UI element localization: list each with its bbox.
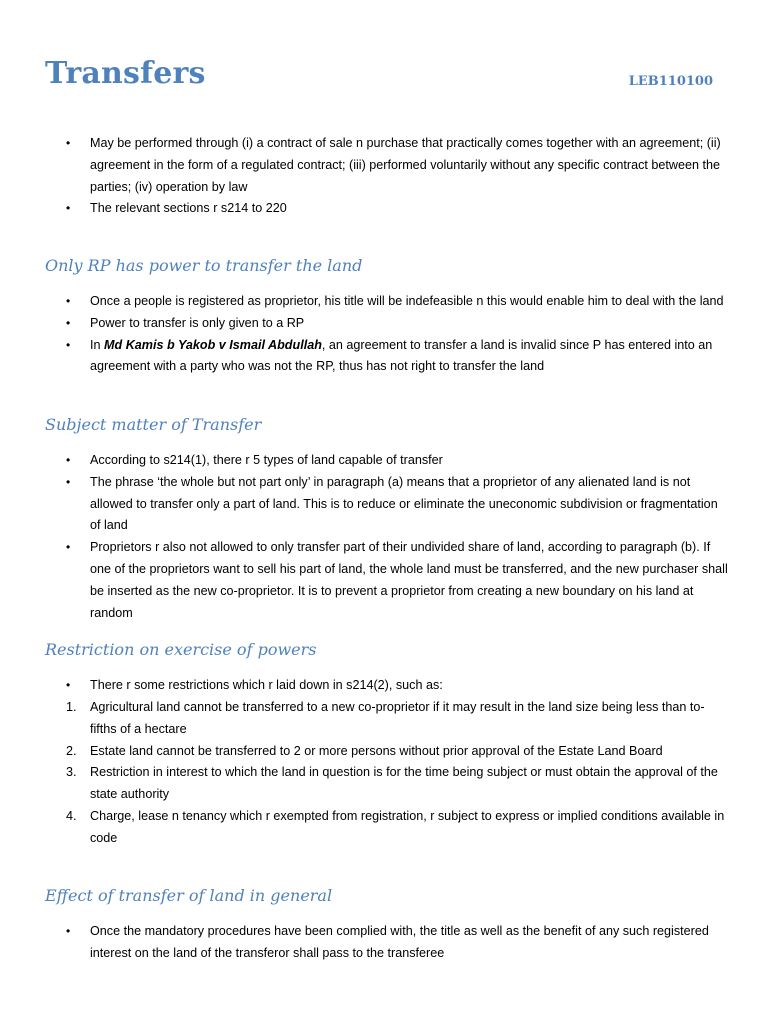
list-item: • Once the mandatory procedures have been complied with, the title as well as the benefit of any such registered interest on the land of the transferor shall pass to the transferee [90,921,730,965]
page-title: Transfers [45,56,206,91]
item-number: 4. [66,808,77,823]
item-text: Estate land cannot be transferred to 2 or more persons without prior approval of the Estate Land Board [90,743,663,758]
list-item: • May be performed through (i) a contract of sale n purchase that practically comes together with an agreement; (ii) agreement in the form of a regulated contract; (iii) performed voluntarily without any specific contract between the parties; (iv) operation by law [90,133,730,198]
item-text: Charge, lease n tenancy which r exempted from registration, r subject to express or implied conditions available in code [90,808,725,845]
list-item: • Power to transfer is only given to a RP [90,313,730,335]
section-heading-effect: Effect of transfer of land in general [45,886,333,905]
intro-list [90,133,730,220]
item-number: 1. [66,700,77,714]
item-text: Agricultural land cannot be transferred to a new co-proprietor if it may result in the land size being less than to-fifths of a hectare [90,700,705,736]
list-item: • There r some restrictions which r laid down in s214(2), such as: [90,675,730,697]
numbered-item [66,762,730,806]
numbered-item [66,697,730,741]
course-code: LEB110100 [628,74,713,89]
item-text: Restriction in interest to which the land in question is for the time being subject or must obtain the approval of the state authority [90,765,718,802]
case-text: , an agreement to transfer a land is invalid since P has entered into an agreement with a party who was not the RP, thus has not right to transfer the land [90,337,713,374]
restriction-numbered-list [66,697,730,850]
numbered-item [66,806,730,850]
list-item: • Once a people is registered as proprietor, his title will be indefeasible n this would enable him to deal with the land [90,291,730,313]
only-rp-list [90,291,730,378]
list-item: • Proprietors r also not allowed to only transfer part of their undivided share of land, according to paragraph (b). If one of the proprietors want to sell his part of land, the whole land must be transferred, and the new purchaser shall be inserted as the new co-proprietor. It is to prevent a proprietor from creating a new boundary on his land at random [90,537,730,624]
title-row [45,56,715,106]
list-item-case [90,335,730,379]
subject-matter-list [90,450,730,624]
restriction-intro-list [90,675,730,697]
list-item: • The phrase ‘the whole but not part only’ in paragraph (a) means that a proprietor of any alienated land is not allowed to transfer only a part of land. This is to reduce or eliminate the uneconomic subdivision or fragmentation of land [90,472,730,537]
numbered-item [66,741,730,763]
section-heading-restriction: Restriction on exercise of powers [45,640,317,659]
list-item: • The relevant sections r s214 to 220 [90,198,730,220]
section-heading-only-rp: Only RP has power to transfer the land [45,256,363,275]
effect-list [90,921,730,965]
section-heading-subject-matter: Subject matter of Transfer [45,415,262,434]
item-number: 2. [66,743,77,758]
case-name: Md Kamis b Yakob v Ismail Abdullah [104,337,322,352]
case-prefix: In [90,337,105,352]
list-item: • According to s214(1), there r 5 types of land capable of transfer [90,450,730,472]
item-number: 3. [66,765,77,780]
